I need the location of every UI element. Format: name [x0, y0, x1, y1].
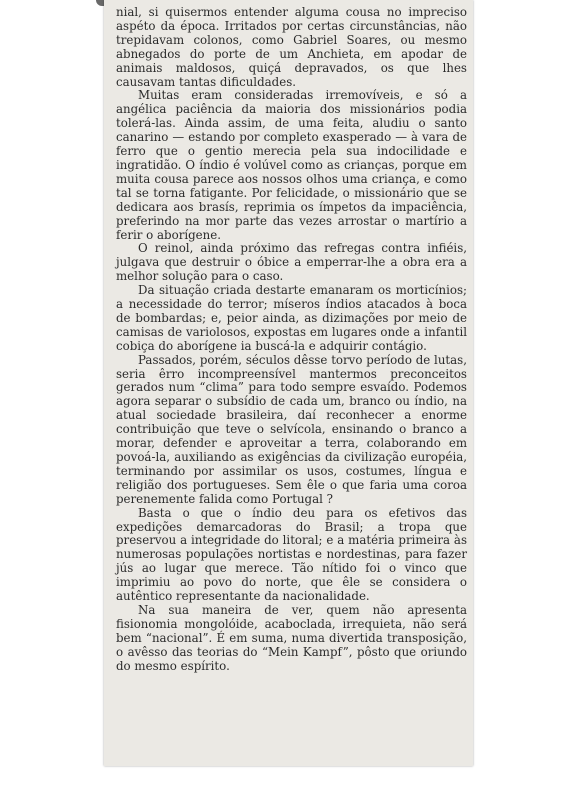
paragraph: Da situação criada destarte emanaram os morticínios; a necessidade do terror; míseros índios atacados à boca de bombardas; e, peior ainda, as dizimações por meio de camisas de variolosos, expostas em lugares onde a infantil cobiça do aborígene ia buscá-la e adquirir contágio. — [116, 283, 467, 353]
paragraph: Passados, porém, séculos dêsse torvo período de lutas, seria êrro incompreensível mantermos preconceitos gerados num “clima” para todo sempre esvaído. Podemos agora separar o subsídio de cada um, branco ou índio, na atual sociedade brasileira, daí reconhecer a enorme contribuição que teve o selvícola, ensinando o branco a morar, defender e aproveitar a terra, colaborando em povoá-la, auxiliando as exigências da civilização européia, terminando por assimilar os usos, costumes, língua e religião dos portugueses. Sem êle o que faria uma coroa perenemente falida como Portugal ? — [116, 352, 467, 506]
paragraph: Na sua maneira de ver, quem não apresenta fisionomia mongolóide, acaboclada, irrequieta, não será bem “nacional”. É em suma, numa divertida transposição, o avêsso das teorias do “Mein Kampf”, pôsto que oriundo do mesmo espírito. — [116, 602, 467, 673]
paragraph: nial, si quisermos entender alguma cousa no impreciso aspéto da época. Irritados por certas circunstâncias, não trepidavam colonos, como Gabriel Soares, ou mesmo abnegados do porte de um Anchieta, em apodar de animais maldosos, quiçá depravados, os que lhes causavam tantas dificuldades. — [116, 5, 467, 89]
paragraph: O reinol, ainda próximo das refregas contra infiéis, julgava que destruir o óbice a emperrar-lhe a obra era a melhor solução para o caso. — [116, 241, 467, 284]
newspaper-clipping — [104, 0, 473, 766]
paragraph: Muitas eram consideradas irremovíveis, e só a angélica paciência da maioria dos missionários podia tolerá-las. Ainda assim, de uma feita, aludiu o santo canarino — estando por completo exasperado — à vara de ferro que o gentio merecia pela sua indocilidade e ingratidão. O índio é volúvel como as crianças, porque em muita cousa parece aos nossos olhos uma criança, e como tal se torna fatigante. Por felicidade, o missionário que se dedicara aos brasís, reprimia os ímpetos da impaciência, preferindo na mor parte das vezes arrostar o martírio a ferir o aborígene. — [116, 88, 467, 242]
paragraph: Basta o que o índio deu para os efetivos das expedições demarcadoras do Brasil; a tropa que preservou a integridade do litoral; e a matéria primeira às numerosas populações nortistas e nordestinas, para fazer jús ao lugar que merece. Tão nítido foi o vinco que imprimiu ao povo do norte, que êle se considera o autêntico representante da nacionalidade. — [116, 505, 467, 604]
